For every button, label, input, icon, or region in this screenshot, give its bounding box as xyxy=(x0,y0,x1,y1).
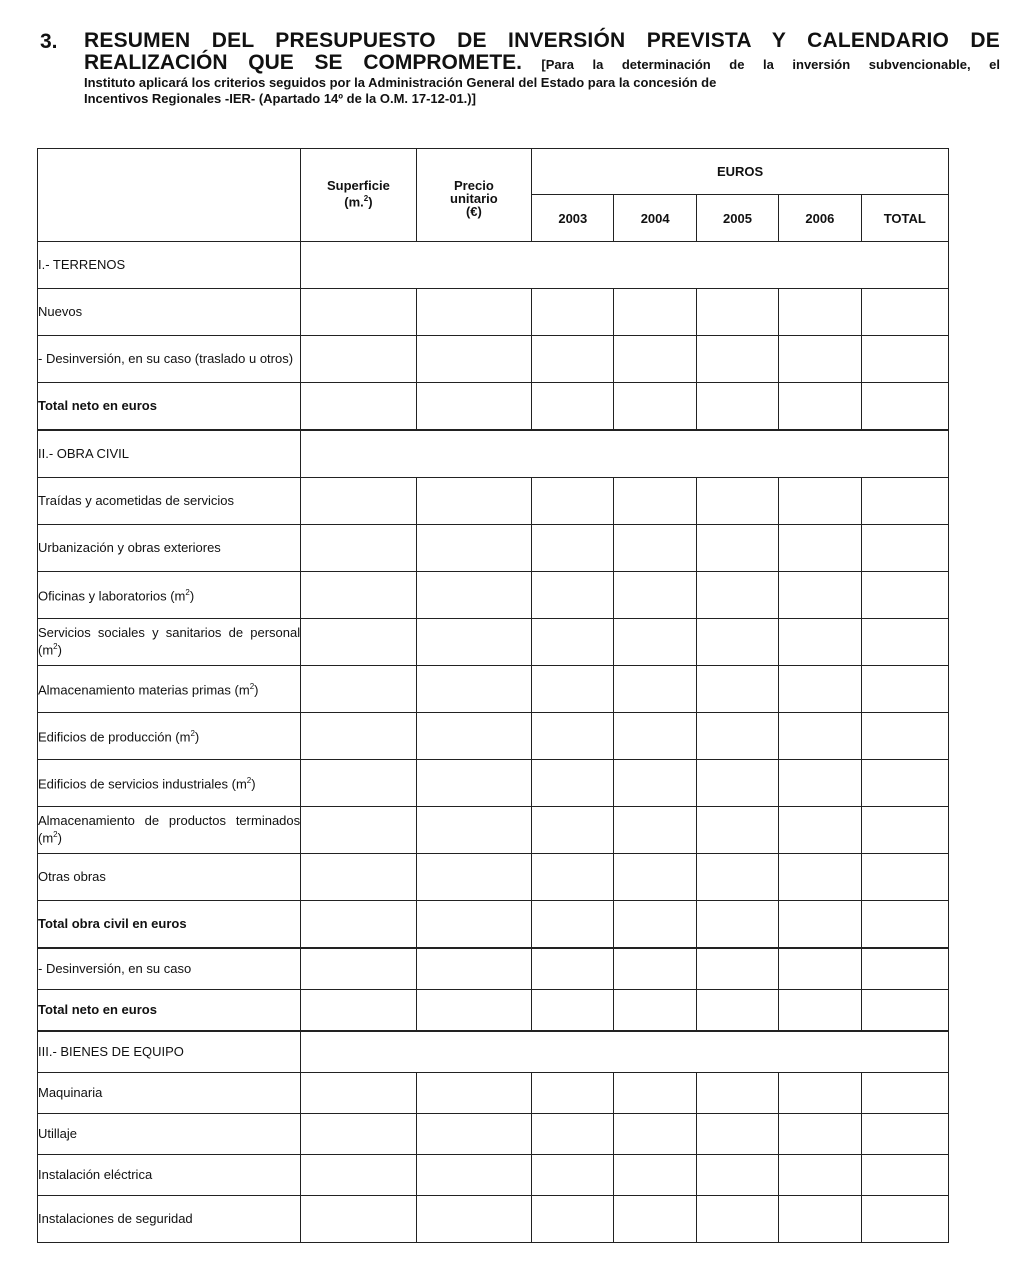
input-cell[interactable] xyxy=(779,666,861,713)
input-cell[interactable] xyxy=(696,619,778,666)
input-cell[interactable] xyxy=(532,619,614,666)
input-cell[interactable] xyxy=(779,478,861,525)
input-cell[interactable] xyxy=(779,713,861,760)
input-cell[interactable] xyxy=(416,990,532,1032)
row-label xyxy=(38,619,301,666)
row-label: Utillaje xyxy=(38,1114,301,1155)
input-cell[interactable] xyxy=(416,478,532,525)
row-label: - Desinversión, en su caso (traslado u otros) xyxy=(38,336,301,383)
header-concept-cell xyxy=(38,149,301,242)
input-cell[interactable] xyxy=(779,572,861,619)
input-cell[interactable] xyxy=(614,990,696,1032)
table-row xyxy=(38,760,949,807)
table-row xyxy=(38,1155,949,1196)
input-cell[interactable] xyxy=(779,854,861,901)
unit-close: ) xyxy=(57,642,62,658)
header-superficie-close: ) xyxy=(368,194,373,210)
input-cell[interactable] xyxy=(779,760,861,807)
input-cell[interactable] xyxy=(416,948,532,990)
row-label: Nuevos xyxy=(38,289,301,336)
input-cell[interactable] xyxy=(861,901,948,949)
table-row xyxy=(38,948,949,990)
input-cell[interactable] xyxy=(779,336,861,383)
input-cell[interactable] xyxy=(861,807,948,854)
unit-sup: 2 xyxy=(249,682,255,692)
input-cell[interactable] xyxy=(696,383,778,431)
input-cell[interactable] xyxy=(779,1114,861,1155)
header-precio-label: Precio xyxy=(454,178,494,193)
unit-sup: 2 xyxy=(53,642,58,652)
input-cell[interactable] xyxy=(301,572,417,619)
input-cell[interactable] xyxy=(696,760,778,807)
input-cell[interactable] xyxy=(532,1196,614,1243)
input-cell[interactable] xyxy=(614,619,696,666)
table-row xyxy=(38,854,949,901)
section-row-obra-civil xyxy=(38,430,949,478)
input-cell[interactable] xyxy=(696,666,778,713)
table-row xyxy=(38,478,949,525)
input-cell[interactable] xyxy=(861,760,948,807)
input-cell[interactable] xyxy=(416,572,532,619)
section-span-cell xyxy=(301,242,949,289)
input-cell[interactable] xyxy=(861,1073,948,1114)
input-cell[interactable] xyxy=(301,1073,417,1114)
input-cell[interactable] xyxy=(861,478,948,525)
input-cell[interactable] xyxy=(696,990,778,1032)
table-row xyxy=(38,713,949,760)
header-superficie-unit: (m. xyxy=(344,194,364,210)
input-cell[interactable] xyxy=(696,948,778,990)
table-row xyxy=(38,383,949,431)
unit-sup: 2 xyxy=(185,588,190,598)
input-cell[interactable] xyxy=(614,478,696,525)
row-label: Total neto en euros xyxy=(38,383,301,431)
row-label-text: Edificios de servicios industriales (m xyxy=(38,776,247,792)
input-cell[interactable] xyxy=(416,289,532,336)
row-label: Otras obras xyxy=(38,854,301,901)
input-cell[interactable] xyxy=(614,336,696,383)
input-cell[interactable] xyxy=(614,1073,696,1114)
table-row xyxy=(38,807,949,854)
header-precio-label2: unitario xyxy=(450,191,498,206)
row-label: III.- BIENES DE EQUIPO xyxy=(38,1031,301,1073)
unit-close: ) xyxy=(254,682,259,698)
input-cell[interactable] xyxy=(861,619,948,666)
input-cell[interactable] xyxy=(614,1196,696,1243)
header-precio xyxy=(416,149,532,242)
unit-close: ) xyxy=(194,729,200,745)
input-cell[interactable] xyxy=(532,901,614,949)
section-span-cell xyxy=(301,430,949,478)
section-heading xyxy=(40,30,1000,107)
row-label-text: Servicios sociales y sanitarios de personal (m xyxy=(38,625,301,658)
input-cell[interactable] xyxy=(614,948,696,990)
row-label xyxy=(38,666,301,713)
header-superficie-label: Superficie xyxy=(326,178,390,193)
row-label xyxy=(38,572,301,619)
row-label: Total neto en euros xyxy=(38,990,301,1032)
input-cell[interactable] xyxy=(779,990,861,1032)
unit-sup: 2 xyxy=(190,729,195,739)
table-row xyxy=(38,990,949,1032)
section-note-line2: Instituto aplicará los criterios seguidos por la Administración General del Estado para la concesión de xyxy=(84,75,717,90)
table-row xyxy=(38,666,949,713)
input-cell[interactable] xyxy=(532,713,614,760)
table-row xyxy=(38,1073,949,1114)
input-cell[interactable] xyxy=(696,1196,778,1243)
input-cell[interactable] xyxy=(301,478,417,525)
input-cell[interactable] xyxy=(779,948,861,990)
input-cell[interactable] xyxy=(301,990,417,1032)
input-cell[interactable] xyxy=(532,990,614,1032)
header-year-2005: 2005 xyxy=(696,195,778,242)
input-cell[interactable] xyxy=(861,990,948,1032)
input-cell[interactable] xyxy=(301,666,417,713)
row-label-text: Almacenamiento de productos terminados (m xyxy=(38,813,301,846)
table-row xyxy=(38,572,949,619)
input-cell[interactable] xyxy=(779,525,861,572)
input-cell[interactable] xyxy=(416,713,532,760)
unit-sup: 2 xyxy=(246,776,252,786)
row-label: - Desinversión, en su caso xyxy=(38,948,301,990)
section-row-bienes-equipo xyxy=(38,1031,949,1073)
input-cell[interactable] xyxy=(861,666,948,713)
input-cell[interactable] xyxy=(861,525,948,572)
header-superficie-sup: 2 xyxy=(363,194,369,203)
input-cell[interactable] xyxy=(696,478,778,525)
header-precio-unit: (€) xyxy=(465,204,482,219)
section-title-end: REALIZACIÓN QUE SE COMPROMETE. xyxy=(84,51,523,74)
input-cell[interactable] xyxy=(301,1114,417,1155)
row-label: Urbanización y obras exteriores xyxy=(38,525,301,572)
input-cell[interactable] xyxy=(532,854,614,901)
input-cell[interactable] xyxy=(532,336,614,383)
input-cell[interactable] xyxy=(614,289,696,336)
table-row xyxy=(38,619,949,666)
input-cell[interactable] xyxy=(301,807,417,854)
unit-close: ) xyxy=(57,830,62,846)
input-cell[interactable] xyxy=(416,1073,532,1114)
input-cell[interactable] xyxy=(614,1155,696,1196)
input-cell[interactable] xyxy=(301,383,417,431)
input-cell[interactable] xyxy=(614,666,696,713)
section-span-cell xyxy=(301,1031,949,1073)
input-cell[interactable] xyxy=(696,1114,778,1155)
input-cell[interactable] xyxy=(301,901,417,949)
input-cell[interactable] xyxy=(416,1196,532,1243)
unit-close: ) xyxy=(189,588,195,604)
input-cell[interactable] xyxy=(301,760,417,807)
input-cell[interactable] xyxy=(861,854,948,901)
input-cell[interactable] xyxy=(416,525,532,572)
table-row xyxy=(38,1196,949,1243)
input-cell[interactable] xyxy=(532,1073,614,1114)
input-cell[interactable] xyxy=(861,1155,948,1196)
table-row xyxy=(38,289,949,336)
row-label xyxy=(38,807,301,854)
row-label: Instalaciones de seguridad xyxy=(38,1196,301,1243)
input-cell[interactable] xyxy=(301,713,417,760)
row-label: I.- TERRENOS xyxy=(38,242,301,289)
input-cell[interactable] xyxy=(416,807,532,854)
input-cell[interactable] xyxy=(779,619,861,666)
header-year-2003: 2003 xyxy=(532,195,614,242)
input-cell[interactable] xyxy=(779,901,861,949)
input-cell[interactable] xyxy=(696,807,778,854)
input-cell[interactable] xyxy=(301,1196,417,1243)
input-cell[interactable] xyxy=(861,383,948,431)
row-label: Instalación eléctrica xyxy=(38,1155,301,1196)
input-cell[interactable] xyxy=(416,901,532,949)
input-cell[interactable] xyxy=(614,901,696,949)
table-row xyxy=(38,1114,949,1155)
input-cell[interactable] xyxy=(779,1155,861,1196)
section-title-line1: RESUMEN DEL PRESUPUESTO DE INVERSIÓN PREVISTA Y CALENDARIO DE xyxy=(84,29,1000,52)
input-cell[interactable] xyxy=(861,1196,948,1243)
input-cell[interactable] xyxy=(696,525,778,572)
input-cell[interactable] xyxy=(532,289,614,336)
section-number: 3. xyxy=(40,30,58,53)
input-cell[interactable] xyxy=(779,383,861,431)
input-cell[interactable] xyxy=(416,854,532,901)
row-label xyxy=(38,760,301,807)
input-cell[interactable] xyxy=(696,1073,778,1114)
input-cell[interactable] xyxy=(532,1155,614,1196)
input-cell[interactable] xyxy=(301,336,417,383)
row-label-text: Almacenamiento materias primas (m xyxy=(38,682,250,698)
input-cell[interactable] xyxy=(861,572,948,619)
row-label: II.- OBRA CIVIL xyxy=(38,430,301,478)
unit-sup: 2 xyxy=(53,830,58,840)
table-row xyxy=(38,525,949,572)
input-cell[interactable] xyxy=(301,1155,417,1196)
input-cell[interactable] xyxy=(614,525,696,572)
input-cell[interactable] xyxy=(779,807,861,854)
input-cell[interactable] xyxy=(614,572,696,619)
input-cell[interactable] xyxy=(779,1073,861,1114)
row-label-text: Edificios de producción (m xyxy=(38,729,191,745)
header-total: TOTAL xyxy=(861,195,948,242)
row-label: Total obra civil en euros xyxy=(38,901,301,949)
input-cell[interactable] xyxy=(696,572,778,619)
header-year-2004: 2004 xyxy=(614,195,696,242)
input-cell[interactable] xyxy=(696,1155,778,1196)
input-cell[interactable] xyxy=(416,619,532,666)
input-cell[interactable] xyxy=(779,289,861,336)
input-cell[interactable] xyxy=(614,1114,696,1155)
section-note-line3: Incentivos Regionales -IER- (Apartado 14º de la O.M. 17-12-01.)] xyxy=(84,91,476,106)
input-cell[interactable] xyxy=(532,572,614,619)
input-cell[interactable] xyxy=(301,854,417,901)
input-cell[interactable] xyxy=(614,854,696,901)
input-cell[interactable] xyxy=(861,289,948,336)
input-cell[interactable] xyxy=(861,713,948,760)
input-cell[interactable] xyxy=(696,854,778,901)
section-title-line2 xyxy=(84,53,1000,75)
input-cell[interactable] xyxy=(532,666,614,713)
input-cell[interactable] xyxy=(532,383,614,431)
row-label: Maquinaria xyxy=(38,1073,301,1114)
table-row xyxy=(38,901,949,949)
header-year-2006: 2006 xyxy=(779,195,861,242)
input-cell[interactable] xyxy=(532,525,614,572)
row-label xyxy=(38,713,301,760)
input-cell[interactable] xyxy=(416,383,532,431)
input-cell[interactable] xyxy=(779,1196,861,1243)
input-cell[interactable] xyxy=(696,289,778,336)
budget-table xyxy=(37,148,949,1243)
input-cell[interactable] xyxy=(416,1155,532,1196)
input-cell[interactable] xyxy=(614,760,696,807)
input-cell[interactable] xyxy=(301,289,417,336)
input-cell[interactable] xyxy=(614,383,696,431)
input-cell[interactable] xyxy=(416,666,532,713)
input-cell[interactable] xyxy=(696,901,778,949)
input-cell[interactable] xyxy=(416,336,532,383)
input-cell[interactable] xyxy=(614,713,696,760)
input-cell[interactable] xyxy=(696,336,778,383)
input-cell[interactable] xyxy=(532,760,614,807)
input-cell[interactable] xyxy=(301,525,417,572)
header-superficie xyxy=(301,149,417,242)
table-row xyxy=(38,336,949,383)
input-cell[interactable] xyxy=(861,1114,948,1155)
input-cell[interactable] xyxy=(614,807,696,854)
input-cell[interactable] xyxy=(301,619,417,666)
input-cell[interactable] xyxy=(532,807,614,854)
input-cell[interactable] xyxy=(696,713,778,760)
header-euros: EUROS xyxy=(532,149,949,195)
section-note-start: [Para la determinación de la inversión subvencionable, el xyxy=(541,57,1000,72)
input-cell[interactable] xyxy=(532,478,614,525)
input-cell[interactable] xyxy=(861,336,948,383)
input-cell[interactable] xyxy=(861,948,948,990)
input-cell[interactable] xyxy=(301,948,417,990)
row-label-text: Oficinas y laboratorios (m xyxy=(38,588,186,604)
section-row-terrenos xyxy=(38,242,949,289)
input-cell[interactable] xyxy=(416,760,532,807)
row-label: Traídas y acometidas de servicios xyxy=(38,478,301,525)
unit-close: ) xyxy=(251,776,256,792)
input-cell[interactable] xyxy=(532,1114,614,1155)
input-cell[interactable] xyxy=(416,1114,532,1155)
input-cell[interactable] xyxy=(532,948,614,990)
